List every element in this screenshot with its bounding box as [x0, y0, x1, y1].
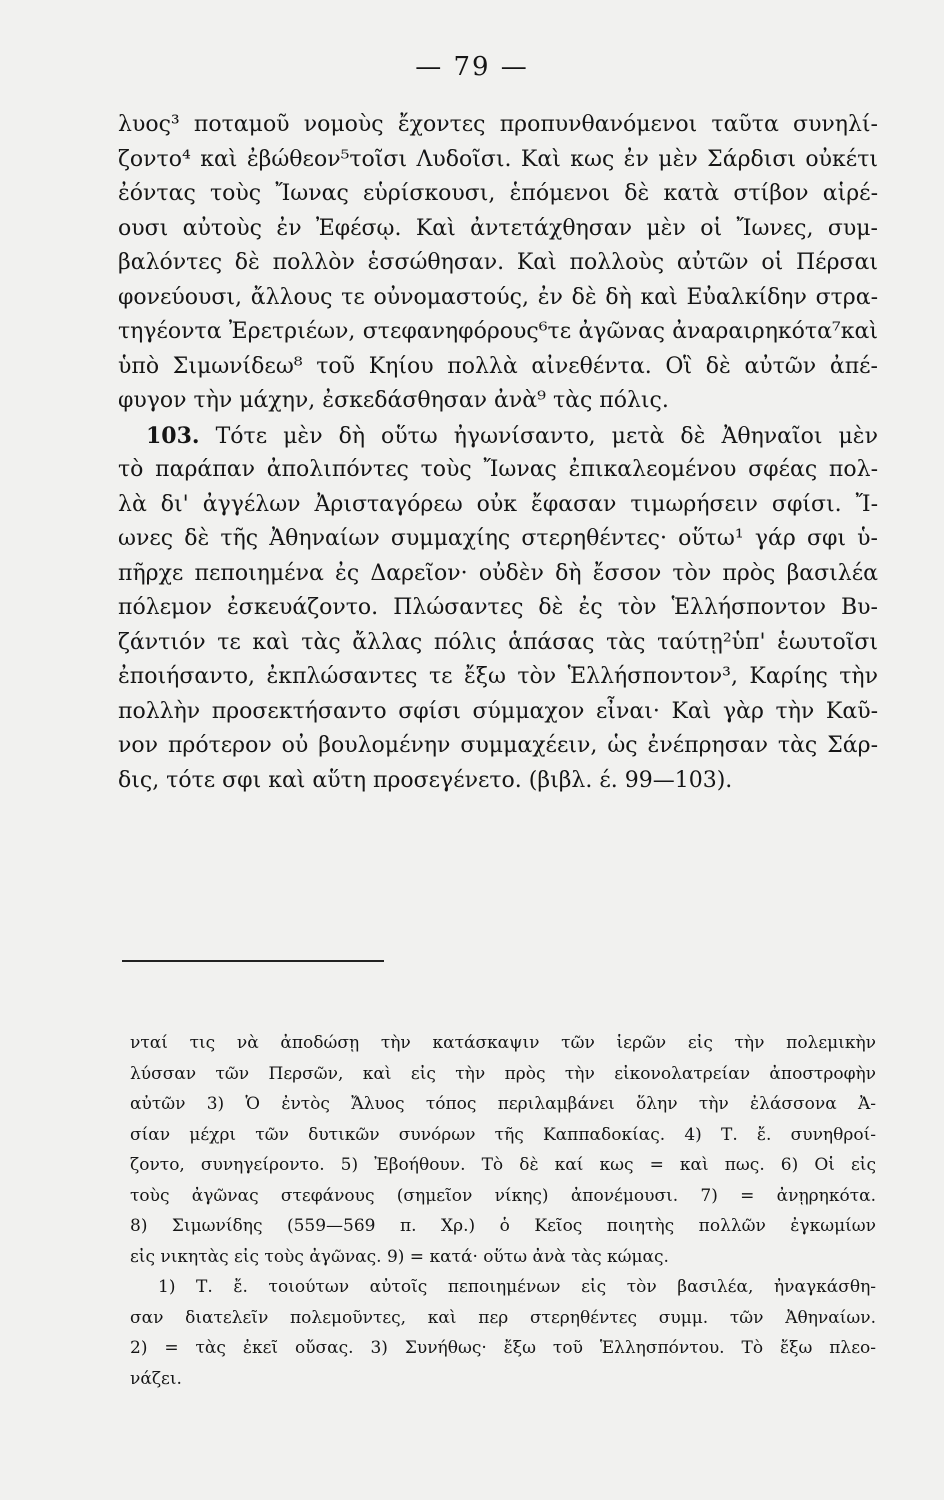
footnote-divider — [122, 960, 384, 962]
footnote-line: εἰς νικητὰς εἰς τοὺς ἀγῶνας. 9) = κατά· οὕτω ἀνὰ τὰς κώμας. — [130, 1246, 669, 1267]
section-text: Τότε μὲν δὴ οὕτω ἠγωνίσαντο, μετὰ δὲ Ἀθηναῖοι μὲν — [215, 423, 878, 449]
footnote-line: λύσσαν τῶν Περσῶν, καὶ εἰς τὴν πρὸς τὴν εἰκονολατρείαν ἀποστροφὴν — [130, 1063, 876, 1084]
footnote-line: νταί τις νὰ ἀποδώσῃ τὴν κατάσκαψιν τῶν ἱερῶν εἰς τὴν πολεμικὴν — [130, 1033, 876, 1053]
text-line: πολλὴν προσεκτήσαντο σφίσι σύμμαχον εἶναι· Καὶ γὰρ τὴν Καῦ- — [118, 698, 878, 724]
footnotes — [130, 1028, 876, 1394]
text-line: ἐποιήσαντο, ἐκπλώσαντες τε ἔξω τὸν Ἑλλήσποντον³, Καρίης τὴν — [118, 664, 878, 689]
text-line: λὰ δι' ἀγγέλων Ἀρισταγόρεω οὐκ ἔφασαν τιμωρήσειν σφίσι. Ἴ- — [118, 491, 878, 517]
section-number: 103. — [146, 422, 200, 449]
section-start-line — [118, 419, 878, 454]
text-line: τὸ παράπαν ἀπολιπόντες τοὺς Ἴωνας ἐπικαλεομένου σφέας πολ- — [118, 457, 878, 482]
text-line: νον πρότερον οὐ βουλομένην συμμαχέειν, ὡς ἐνέπρησαν τὰς Σάρ- — [118, 733, 878, 758]
text-line: ζοντο⁴ καὶ ἐβώθεον⁵τοῖσι Λυδοῖσι. Καὶ κως ἐν μὲν Σάρδισι οὐκέτι — [118, 146, 878, 172]
text-line: ουσι αὐτοὺς ἐν Ἐφέσῳ. Καὶ ἀντετάχθησαν μὲν οἱ Ἴωνες, συμ- — [118, 215, 878, 241]
text-line: λυος³ ποταμοῦ νομοὺς ἔχοντες προπυνθανόμενοι ταῦτα συνηλί- — [118, 112, 878, 137]
footnote-line: ζοντο, συνηγείροντο. 5) Ἐβοήθουν. Τὸ δὲ καί κως = καὶ πως. 6) Οἱ εἰς — [130, 1155, 876, 1175]
text-line: ωνες δὲ τῆς Ἀθηναίων συμμαχίης στερηθέντες· οὕτω¹ γάρ σφι ὑ- — [118, 526, 878, 551]
text-line: ζάντιόν τε καὶ τὰς ἄλλας πόλις ἁπάσας τὰς ταύτῃ²ὑπ' ἑωυτοῖσι — [118, 629, 878, 655]
footnote-line: 8) Σιμωνίδης (559—569 π. Χρ.) ὁ Κεῖος ποιητὴς πολλῶν ἐγκωμίων — [130, 1216, 876, 1236]
text-line: πῆρχε πεποιημένα ἐς Δαρεῖον· οὐδὲν δὴ ἔσσον τὸν πρὸς βασιλέα — [118, 560, 878, 586]
text-line: ἐόντας τοὺς Ἴωνας εὑρίσκουσι, ἑπόμενοι δὲ κατὰ στίβον αἱρέ- — [118, 181, 878, 206]
footnote-line: νάζει. — [130, 1368, 182, 1389]
footnote-line: σαν διατελεῖν πολεμοῦντες, καὶ περ στερηθέντες συμμ. τῶν Ἀθηναίων. — [130, 1307, 876, 1328]
text-line: δις, τότε σφι καὶ αὕτη προσεγένετο. (βιβλ. έ. 99—103). — [118, 767, 733, 793]
footnote-line: σίαν μέχρι τῶν δυτικῶν συνόρων τῆς Καππαδοκίας. 4) Τ. ἔ. συνηθροί- — [130, 1124, 876, 1145]
main-text — [118, 108, 878, 798]
page-number: — 79 — — [415, 52, 529, 82]
text-line: φυγον τὴν μάχην, ἐσκεδάσθησαν ἀνὰ⁹ τὰς πόλις. — [118, 388, 669, 413]
footnote-line: αὐτῶν 3) Ὁ ἐντὸς Ἄλυος τόπος περιλαμβάνει ὅλην τὴν ἐλάσσονα Ἀ- — [130, 1094, 876, 1114]
text-line: φονεύουσι, ἄλλους τε οὐνομαστούς, ἐν δὲ δὴ καὶ Εὐαλκίδην στρα- — [118, 284, 878, 310]
text-line: ὑπὸ Σιμωνίδεω⁸ τοῦ Κηίου πολλὰ αἰνεθέντα. Οἳ δὲ αὐτῶν ἀπέ- — [118, 353, 878, 379]
footnote-line: 2) = τὰς ἐκεῖ οὔσας. 3) Συνήθως· ἔξω τοῦ Ἑλλησπόντου. Τὸ ἔξω πλεο- — [130, 1338, 876, 1358]
text-line: βαλόντες δὲ πολλὸν ἑσσώθησαν. Καὶ πολλοὺς αὐτῶν οἱ Πέρσαι — [118, 250, 878, 275]
text-line: πόλεμον ἐσκευάζοντο. Πλώσαντες δὲ ἐς τὸν Ἑλλήσποντον Βυ- — [118, 595, 878, 620]
footnote-line: τοὺς ἀγῶνας στεφάνους (σημεῖον νίκης) ἀπονέμουσι. 7) = ἀνῃρηκότα. — [130, 1185, 876, 1206]
text-line: τηγέοντα Ἐρετριέων, στεφανηφόρους⁶τε ἀγῶνας ἀναραιρηκότα⁷καὶ — [118, 319, 878, 344]
footnote-line: 1) Τ. ἔ. τοιούτων αὐτοῖς πεποιημένων εἰς τὸν βασιλέα, ἠναγκάσθη- — [158, 1277, 876, 1297]
